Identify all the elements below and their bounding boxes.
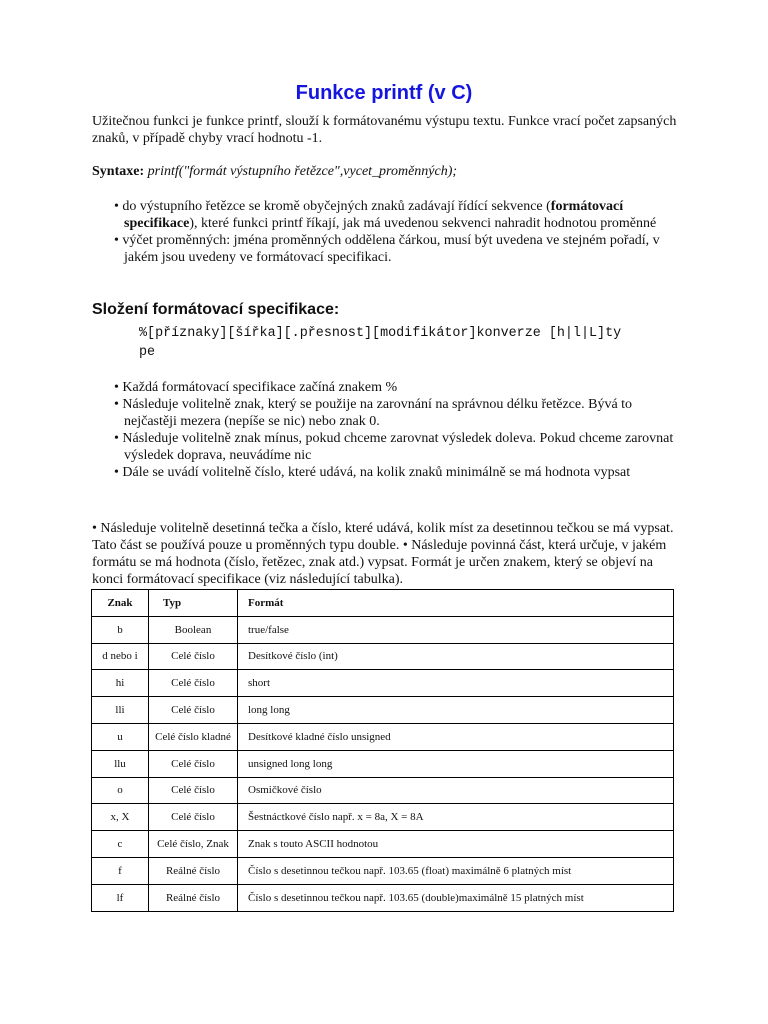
- section-heading: Složení formátovací specifikace:: [92, 301, 340, 318]
- cell-format: Číslo s desetinnou tečkou např. 103.65 (float) maximálně 6 platných míst: [238, 857, 674, 884]
- cell-format: Znak s touto ASCII hodnotou: [238, 831, 674, 858]
- table-row: [92, 857, 674, 884]
- cell-format: short: [238, 670, 674, 697]
- format-spec-code: %[příznaky][šířka][.přesnost][modifikátor]konverze [h|l|L]type: [139, 326, 622, 360]
- table-row: [92, 643, 674, 670]
- table-row: [92, 616, 674, 643]
- cell-typ: Celé číslo: [149, 777, 238, 804]
- cell-znak: lf: [92, 884, 149, 911]
- bullet-text: • výčet proměnných: jména proměnných oddělena čárkou, musí být uvedena ve stejném pořadí, v jakém jsou uvedeny ve formátovací specifikaci.: [114, 233, 660, 265]
- cell-znak: u: [92, 723, 149, 750]
- syntax-line: [92, 163, 682, 180]
- table-body: [92, 616, 674, 911]
- bullet-text: • do výstupního řetězce se kromě obyčejných znaků zadávají řídící sekvence (: [114, 199, 551, 214]
- cell-typ: Reálné číslo: [149, 857, 238, 884]
- cell-znak: b: [92, 616, 149, 643]
- cell-typ: Celé číslo: [149, 804, 238, 831]
- bullet-item: • Následuje volitelně znak, který se použije na zarovnání na správnou délku řetězce. Bývá to nejčastěji mezera (nepíše se nic) nebo znak 0.: [114, 397, 633, 429]
- cell-typ: Celé číslo: [149, 750, 238, 777]
- header-format: Formát: [238, 590, 674, 617]
- bullet-item: [92, 198, 682, 232]
- intro-paragraph: Užitečnou funkci je funkce printf, slouží k formátovanému výstupu textu. Funkce vrací počet zapsaných znaků, v případě chyby vrací hodnotu -1.: [92, 114, 677, 146]
- cell-format: Číslo s desetinnou tečkou např. 103.65 (double)maximálně 15 platných míst: [238, 884, 674, 911]
- cell-znak: x, X: [92, 804, 149, 831]
- cell-format: Osmičkové číslo: [238, 777, 674, 804]
- cell-format: unsigned long long: [238, 750, 674, 777]
- cell-znak: lli: [92, 697, 149, 724]
- bullet-bold-text: formátovací specifikace: [124, 199, 624, 231]
- syntax-label: Syntaxe:: [92, 164, 145, 179]
- syntax-text: printf("formát výstupního řetězce",vycet_proměnných);: [147, 164, 458, 179]
- cell-znak: c: [92, 831, 149, 858]
- format-table: [91, 589, 674, 912]
- cell-znak: d nebo i: [92, 643, 149, 670]
- cell-typ: Celé číslo, Znak: [149, 831, 238, 858]
- cell-format: Šestnáctkové číslo např. x = 8a, X = 8A: [238, 804, 674, 831]
- table-row: [92, 670, 674, 697]
- bullet-list-1: [92, 198, 682, 266]
- table-row: [92, 750, 674, 777]
- table-row: [92, 723, 674, 750]
- bullet-item: • Každá formátovací specifikace začíná znakem %: [114, 380, 398, 395]
- header-typ: Typ: [149, 590, 238, 617]
- cell-format: long long: [238, 697, 674, 724]
- cell-format: Desítkové číslo (int): [238, 643, 674, 670]
- bullet-text: ), které funkci printf říkají, jak má uvedenou sekvenci nahradit hodnotou proměnné: [189, 216, 657, 231]
- cell-typ: Celé číslo kladné: [149, 723, 238, 750]
- cell-znak: f: [92, 857, 149, 884]
- page-title: Funkce printf (v C): [295, 82, 473, 104]
- bullet-item: [92, 232, 682, 266]
- cell-format: Desítkové kladné číslo unsigned: [238, 723, 674, 750]
- bullet-item: • Dále se uvádí volitelně číslo, které udává, na kolik znaků minimálně se má hodnota vypsat: [114, 465, 631, 480]
- cell-format: true/false: [238, 616, 674, 643]
- tail-paragraph: • Následuje volitelně desetinná tečka a číslo, které udává, kolik míst za desetinnou tečkou se má vypsat. Tato část se používá pouze u proměnných typu double. • Následuje povinná část, která určuje, v jakém formátu se má hodnota (číslo, řetězec, znak atd.) vypsat. Formát je určen znakem, který se objeví na konci formátovací specifikace (viz následující tabulka).: [92, 521, 674, 587]
- cell-typ: Celé číslo: [149, 697, 238, 724]
- bullet-list-2: [92, 379, 682, 481]
- cell-znak: hi: [92, 670, 149, 697]
- cell-typ: Reálné číslo: [149, 884, 238, 911]
- bullet-item: • Následuje volitelně znak mínus, pokud chceme zarovnat výsledek doleva. Pokud chceme zarovnat výsledek doprava, neuvádíme nic: [114, 431, 674, 463]
- cell-typ: Celé číslo: [149, 643, 238, 670]
- cell-znak: llu: [92, 750, 149, 777]
- cell-typ: Celé číslo: [149, 670, 238, 697]
- cell-typ: Boolean: [149, 616, 238, 643]
- table-header-row: [92, 590, 674, 617]
- table-row: [92, 884, 674, 911]
- header-znak: Znak: [92, 590, 149, 617]
- table-row: [92, 777, 674, 804]
- cell-znak: o: [92, 777, 149, 804]
- table-row: [92, 804, 674, 831]
- table-row: [92, 697, 674, 724]
- table-row: [92, 831, 674, 858]
